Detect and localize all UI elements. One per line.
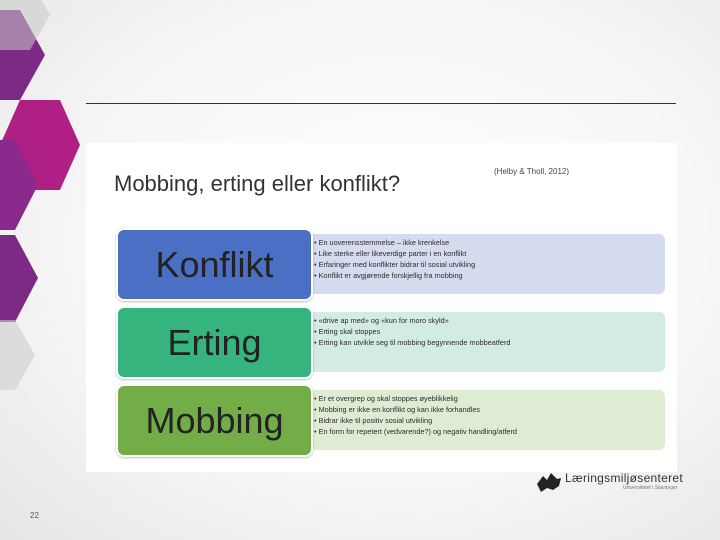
embedded-slide	[86, 143, 677, 472]
erting-bullet: • «drive ap med» og «kun for moro skyld»	[314, 315, 665, 326]
logo-subtitle: Universitetet i Stavanger	[623, 485, 678, 491]
mobbing-bullet: • Er et overgrep og skal stoppes øyeblikkelig	[314, 393, 665, 404]
mobbing-description	[291, 390, 665, 450]
title-divider	[86, 103, 676, 104]
erting-description	[291, 312, 665, 372]
erting-bullet: • Erting skal stoppes	[314, 326, 665, 337]
inner-slide-title: Mobbing, erting eller konflikt?	[114, 171, 401, 196]
mobbing-bullet: • En form for repetert (vedvarende?) og negativ handling/atferd	[314, 426, 665, 437]
mobbing-label: Mobbing	[116, 384, 313, 457]
hexagon-decoration	[0, 0, 80, 400]
mobbing-bullet: • Mobbing er ikke en konflikt og kan ikke forhandles	[314, 404, 665, 415]
erting-label: Erting	[116, 306, 313, 379]
erting-row	[116, 306, 668, 379]
laeringsmiljosenteret-logo	[535, 470, 685, 496]
page-number: 22	[30, 511, 39, 520]
konflikt-bullet: • Erfaringer med konflikter bidrar til sosial utvikling	[314, 259, 665, 270]
konflikt-description	[291, 234, 665, 294]
mobbing-bullet: • Bidrar ikke til positiv sosial utvikling	[314, 415, 665, 426]
konflikt-bullet: • En uoverensstemmelse – ikke krenkelse	[314, 237, 665, 248]
konflikt-row	[116, 228, 668, 301]
konflikt-label: Konflikt	[116, 228, 313, 301]
logo-mark-icon	[535, 470, 563, 494]
konflikt-bullet: • Konflikt er avgjørende forskjellig fra mobbing	[314, 270, 665, 281]
mobbing-row	[116, 384, 668, 457]
konflikt-bullet: • Like sterke eller likeverdige parter i en konflikt	[314, 248, 665, 259]
citation: (Helby & Tholl, 2012)	[494, 167, 569, 176]
logo-name: Læringsmiljøsenteret	[565, 471, 684, 485]
erting-bullet: • Erting kan utvikle seg til mobbing begynnende mobbeatferd	[314, 337, 665, 348]
